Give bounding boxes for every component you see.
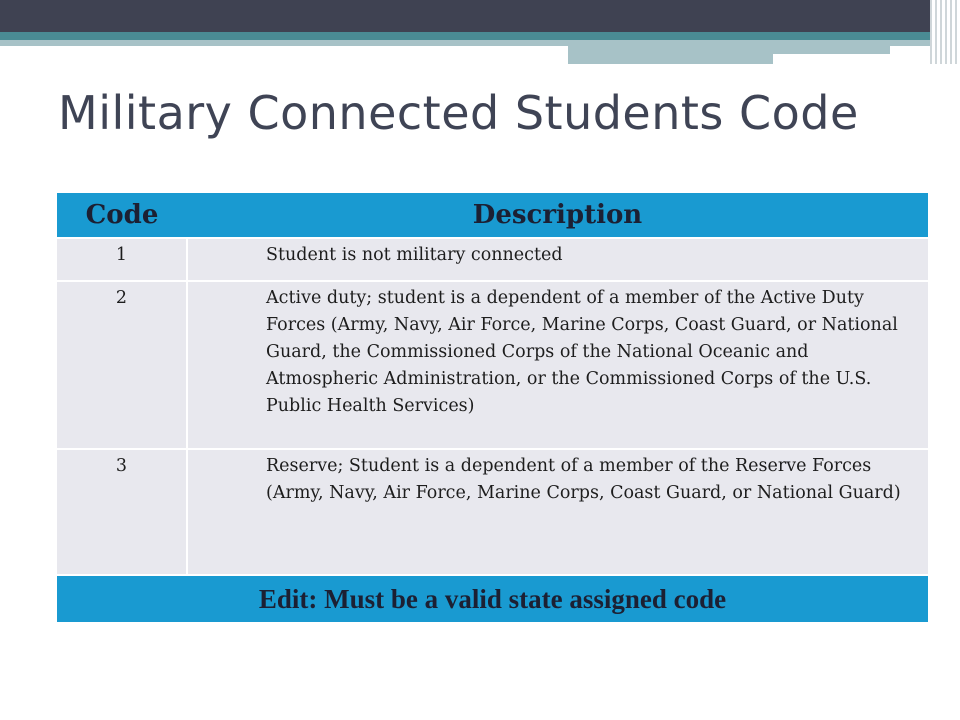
banner-teal-stripe: [0, 32, 930, 40]
slide-title: Military Connected Students Code: [58, 86, 859, 140]
description-cell: Reserve; Student is a dependent of a member of the Reserve Forces (Army, Navy, Air Force, Marine Corps, Coast Guard, or National Guard): [187, 449, 928, 575]
description-cell: Active duty; student is a dependent of a member of the Active Duty Forces (Army, Navy, Air Force, Marine Corps, Coast Guard, or National Guard, the Commissioned Corps of the National Oceanic and Atmospheric Administration, or the Commissioned Corps of the U.S. Public Health Services): [187, 281, 928, 449]
banner-light-step: [568, 46, 890, 54]
table-footer-row: [57, 575, 928, 622]
header-code: Code: [57, 193, 187, 238]
code-cell: 1: [57, 238, 187, 281]
code-cell: 2: [57, 281, 187, 449]
table-header-row: [57, 193, 928, 238]
description-cell: Student is not military connected: [187, 238, 928, 281]
table-row: [57, 281, 928, 449]
banner-light-step-lower: [568, 54, 773, 64]
edit-rule-footer: Edit: Must be a valid state assigned code: [57, 575, 928, 622]
table-row: [57, 238, 928, 281]
header-description: Description: [187, 193, 928, 238]
code-cell: 3: [57, 449, 187, 575]
military-code-table: [57, 193, 928, 622]
banner-vertical-lines: [930, 0, 960, 64]
top-banner: [0, 0, 960, 32]
table-row: [57, 449, 928, 575]
